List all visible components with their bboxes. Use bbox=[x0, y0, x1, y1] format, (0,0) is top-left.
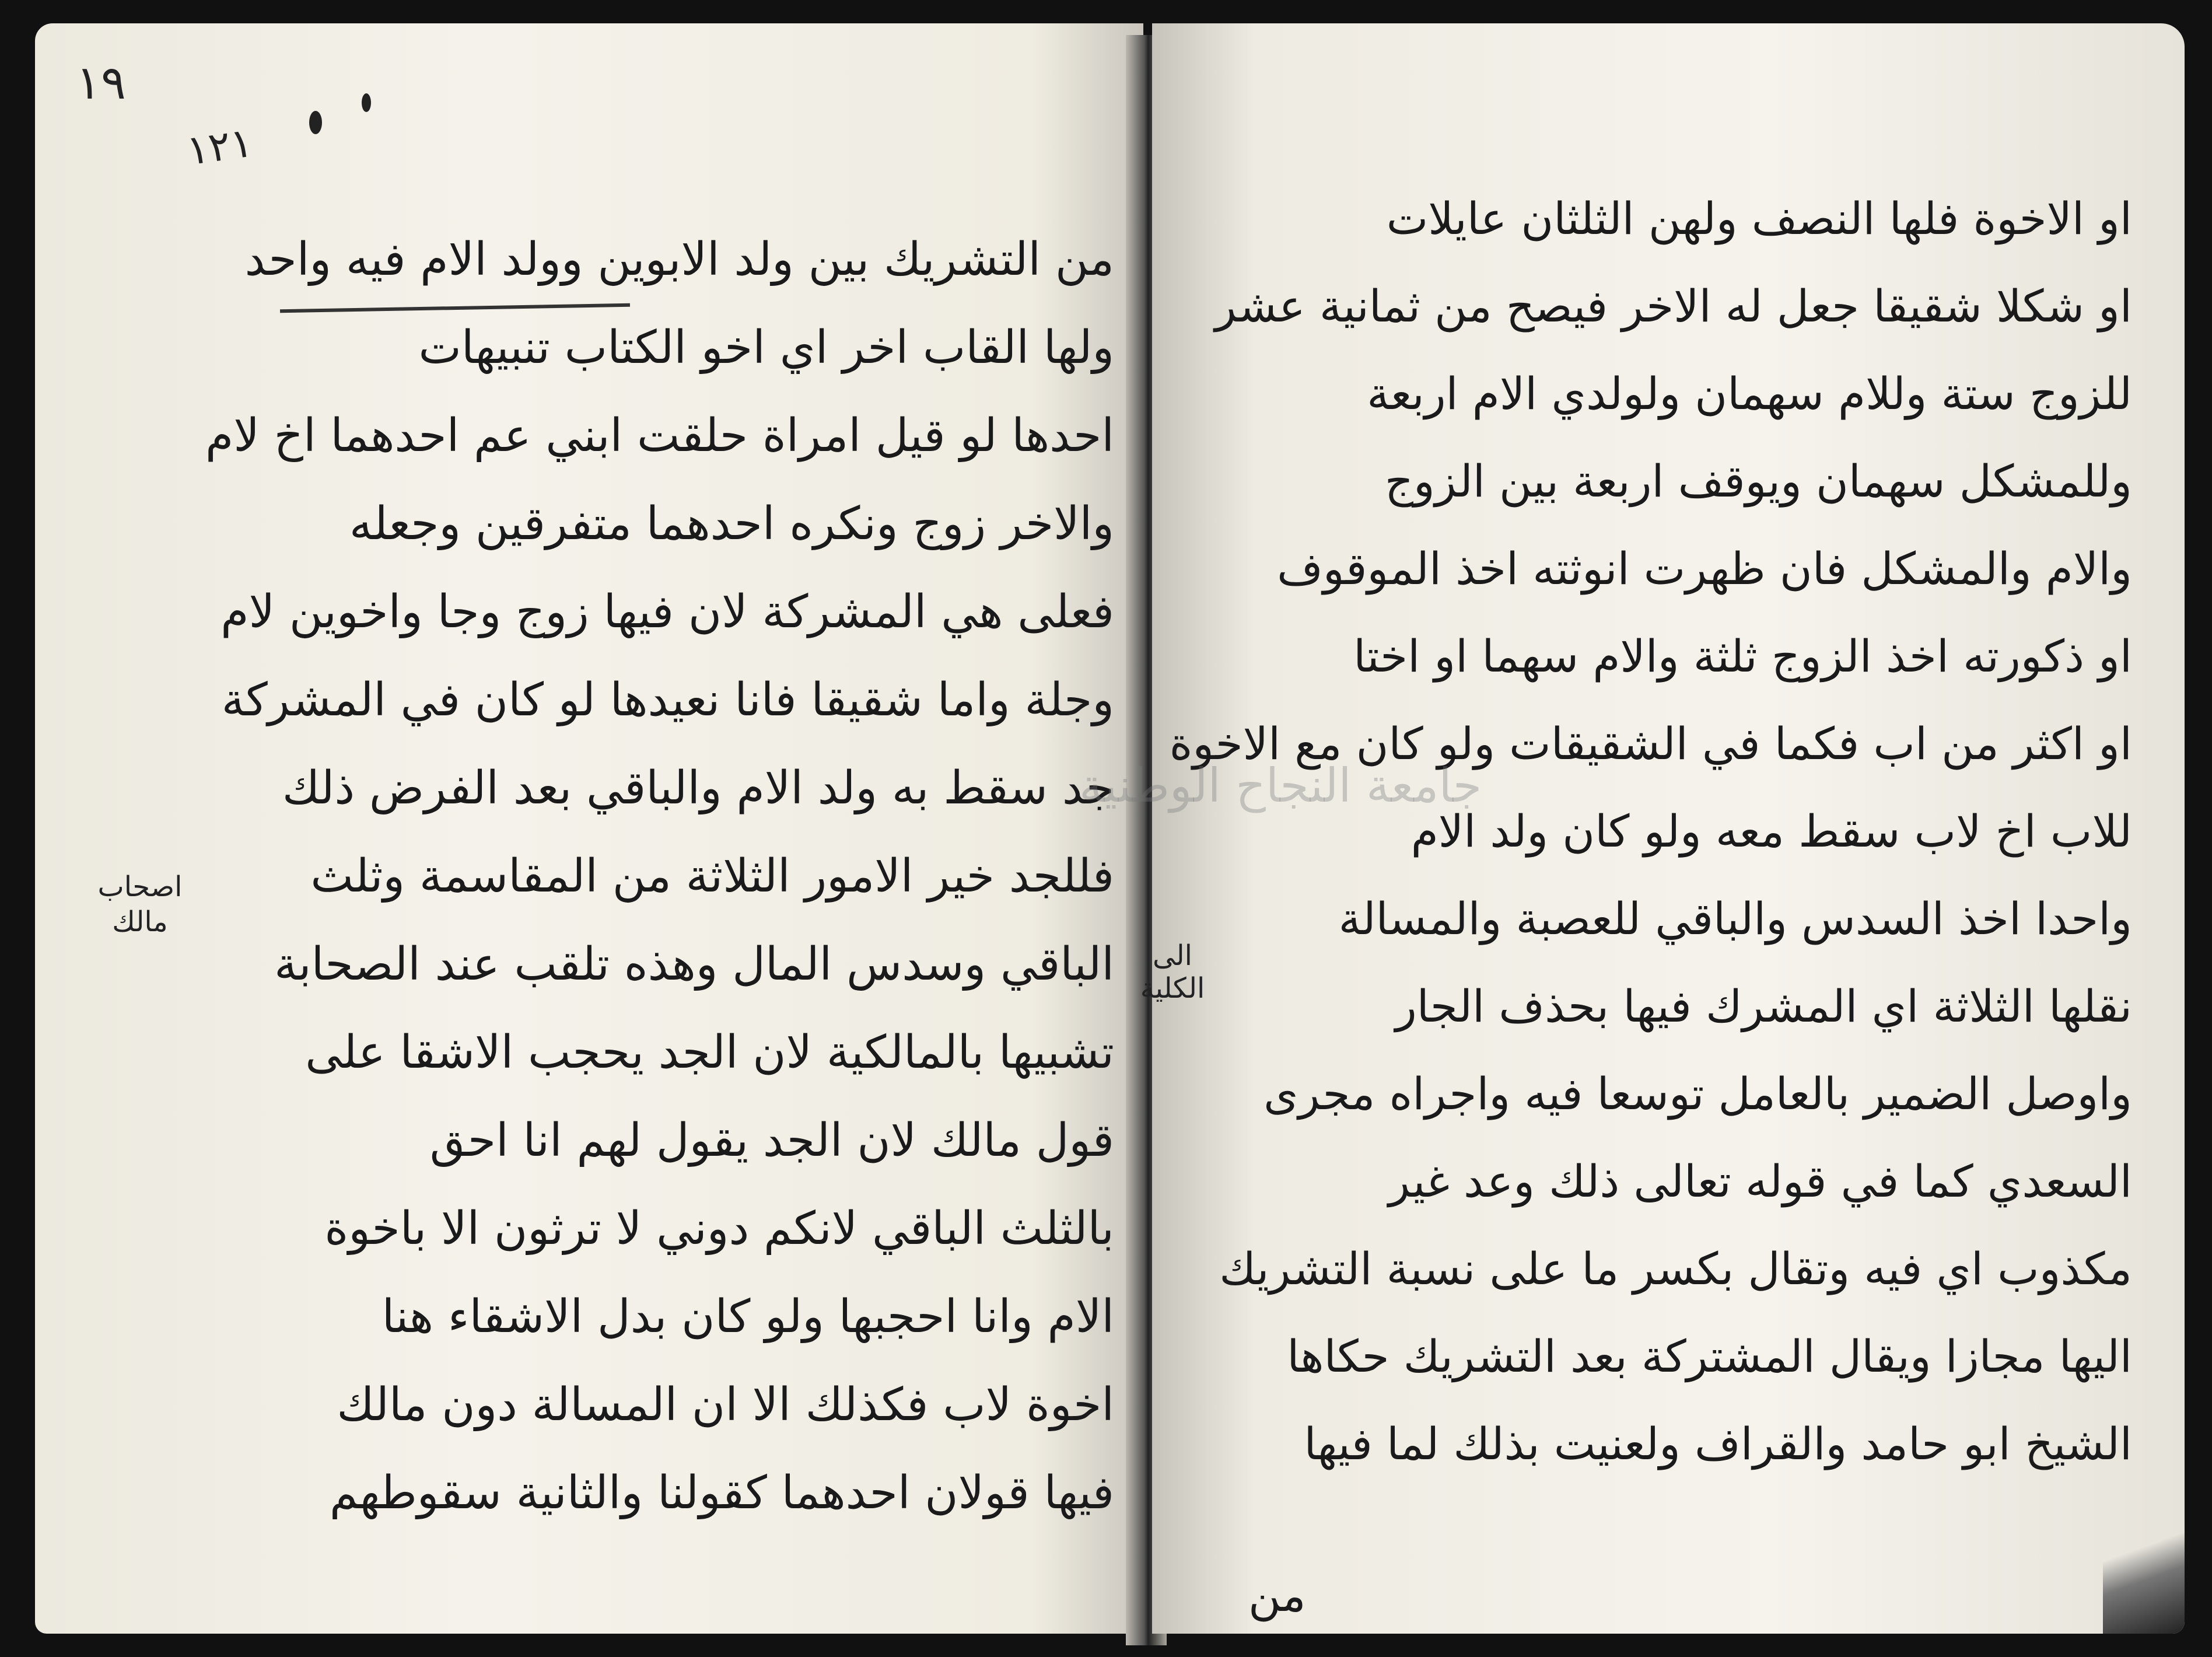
margin-note: اصحاب مالك bbox=[97, 871, 183, 938]
library-watermark-stamp: جامعة النجاح الوطنية bbox=[1079, 758, 1482, 813]
text-line: الام وانا احجبها ولو كان بدل الاشقاء هنا bbox=[382, 1291, 1114, 1343]
text-line: للاب اخ لاب سقط معه ولو كان ولد الام bbox=[1410, 805, 2132, 857]
text-line: والاخر زوج ونكره احدهما متفرقين وجعله bbox=[349, 498, 1114, 550]
text-line: وجلة واما شقيقا فانا نعيدها لو كان في المشركة bbox=[221, 674, 1114, 726]
text-line: فيها قولان احدهما كقولنا والثانية سقوطهم bbox=[329, 1467, 1114, 1519]
text-line: تشبيها بالمالكية لان الجد يحجب الاشقا على bbox=[305, 1026, 1114, 1079]
ink-blot bbox=[362, 93, 371, 112]
text-line: واوصل الضمير بالعامل توسعا فيه واجراه مجرى bbox=[1264, 1068, 2132, 1120]
text-line: السعدي كما في قوله تعالى ذلك وعد غير bbox=[1388, 1155, 2132, 1207]
ink-blot bbox=[309, 111, 322, 134]
text-line: اخوة لاب فكذلك الا ان المسالة دون مالك bbox=[337, 1379, 1114, 1431]
catchword: من bbox=[1248, 1569, 1306, 1621]
text-line: ولها القاب اخر اي اخو الكتاب تنبيهات bbox=[418, 321, 1114, 374]
text-line: وللمشكل سهمان ويوقف اربعة بين الزوج bbox=[1384, 455, 2132, 507]
text-line: الباقي وسدس المال وهذه تلقب عند الصحابة bbox=[274, 938, 1114, 991]
text-line: واحدا اخذ السدس والباقي للعصبة والمسالة bbox=[1338, 893, 2132, 945]
left-folio-number: ١٩ bbox=[76, 55, 126, 110]
gutter-margin-note: الی الکلیة bbox=[1140, 939, 1205, 1005]
text-line: قول مالك لان الجد يقول لهم انا احق bbox=[429, 1114, 1114, 1167]
left-page bbox=[35, 23, 1143, 1634]
text-line: او ذكورته اخذ الزوج ثلثة والام سهما او اختا bbox=[1353, 630, 2132, 682]
text-line: او اكثر من اب فكما في الشقيقات ولو كان مع الاخوة bbox=[1169, 718, 2132, 770]
text-line: اليها مجازا ويقال المشتركة بعد التشريك حكاها bbox=[1287, 1330, 2132, 1382]
text-line: او الاخوة فلها النصف ولهن الثلثان عايلات bbox=[1386, 193, 2132, 244]
text-line: من التشريك بين ولد الابوين وولد الام فيه واحد bbox=[244, 233, 1114, 286]
left-page-reference-number: ١٢١ bbox=[183, 118, 256, 175]
folded-page-corner bbox=[2103, 1494, 2185, 1634]
text-line: احدها لو قيل امراة حلقت ابني عم احدهما اخ لام bbox=[205, 410, 1114, 462]
text-line: جد سقط به ولد الام والباقي بعد الفرض ذلك bbox=[282, 762, 1114, 814]
text-line: او شكلا شقيقا جعل له الاخر فيصح من ثمانية عشر bbox=[1214, 280, 2132, 332]
text-line: مكذوب اي فيه وتقال بكسر ما على نسبة التشريك bbox=[1219, 1243, 2132, 1295]
text-line: للزوج ستة وللام سهمان ولولدي الام اربعة bbox=[1367, 368, 2132, 420]
left-text-block bbox=[205, 216, 1114, 1537]
right-page bbox=[1152, 23, 2185, 1634]
text-line: نقلها الثلاثة اي المشرك فيها بحذف الجار bbox=[1395, 980, 2132, 1032]
text-line: والام والمشكل فان ظهرت انوثته اخذ الموقوف bbox=[1277, 543, 2132, 595]
text-line: فللجد خير الامور الثلاثة من المقاسمة وثلث bbox=[310, 850, 1114, 903]
text-line: الشيخ ابو حامد والقراف ولعنيت بذلك لما فيها bbox=[1304, 1418, 2132, 1470]
text-line: بالثلث الباقي لانكم دوني لا ترثون الا باخوة bbox=[324, 1202, 1114, 1255]
text-line: فعلى هي المشركة لان فيها زوج وجا واخوين لام bbox=[220, 586, 1114, 638]
